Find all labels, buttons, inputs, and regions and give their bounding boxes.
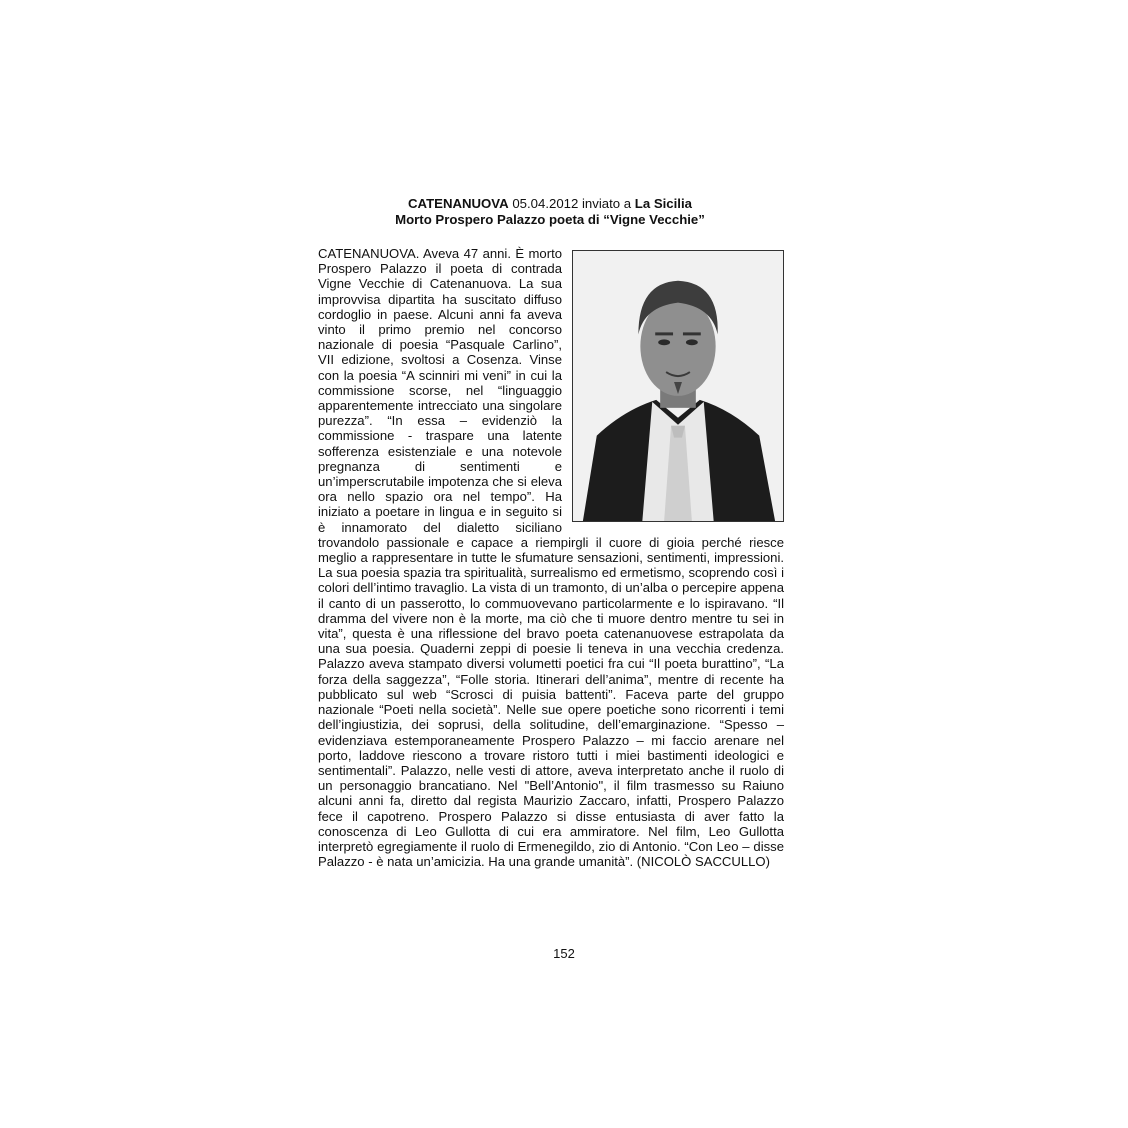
- portrait-photo: [572, 250, 784, 522]
- header-newspaper: La Sicilia: [634, 196, 692, 211]
- article-body: [318, 246, 784, 869]
- article-text: CATENANUOVA. Aveva 47 anni. È morto Prospero Palazzo il poeta di contrada Vigne Vecchie di Catenanuova. La sua improvvisa dipartita ha suscitato diffuso cordoglio in paese. Alcuni anni fa aveva vinto il primo premio nel concorso nazionale di poesia “Pasquale Carlino”, VII edizione, svoltosi a Cosenza. Vinse con la poesia “A scinniri mi veni” in cui la commissione scorse, nel “linguaggio apparentemente intrecciato una singolare purezza”. “In essa – evidenziò la commissione - traspare una latente sofferenza esistenziale e una notevole pregnanza di sentimenti e un’imperscrutabile impotenza che si eleva ora nello spazio ora nel tempo”. Ha iniziato a poetare in lingua e in seguito si è innamorato del dialetto siciliano trovandolo passionale e capace a riempirgli il cuore di gioia perché riesce meglio a rappresentare in tutte le sfumature sensazioni, sentimenti, impressioni. La sua poesia spazia tra spiritualità, surrealismo ed ermetismo, scoprendo così i colori dell’intimo travaglio. La vista di un tramonto, di un’alba o percepire appena il canto di un passerotto, lo commuovevano particolarmente e lo ispiravano. “Il dramma del vivere non è la morte, ma ciò che ti muore dentro mentre tu sei in vita”, questa è una riflessione del bravo poeta catenanuovese estrapolata da una sua poesia. Quaderni zeppi di poesie li teneva in una vecchia credenza. Palazzo aveva stampato diversi volumetti poetici fra cui “Il poeta burattino”, “La forza della saggezza”, “Folle storia. Itinerari dell’anima”, mentre di recente ha pubblicato sul web “Scrosci di puisia battenti”. Faceva parte del gruppo nazionale “Poeti nella società”. Nelle sue opere poetiche sono ricorrenti i temi dell’ingiustizia, dei soprusi, della solitudine, dell’emarginazione. “Spesso – evidenziava estemporaneamente Prospero Palazzo – mi faccio arenare nel porto, laddove riescono a trovare ristoro tutti i miei bastimenti ideologici e sentimentali”. Palazzo, nelle vesti di attore, aveva interpretato anche il ruolo di un personaggio brancatiano. Nel "Bell’Antonio", il film trasmesso su Raiuno alcuni anni fa, diretto dal regista Maurizio Zaccaro, infatti, Prospero Palazzo fece il capotreno. Prospero Palazzo si disse entusiasta di aver fatto la conoscenza di Leo Gullotta di cui era ammiratore. Nel film, Leo Gullotta interpretò egregiamente il ruolo di Ermenegildo, zio di Antonio. “Con Leo – disse Palazzo - è nata un’amicizia. Ha una grande umanità”. (NICOLÒ SACCULLO): [318, 246, 784, 870]
- header-date-sent: 05.04.2012 inviato a: [508, 196, 635, 211]
- article-header: [300, 196, 800, 228]
- article-title: Morto Prospero Palazzo poeta di “Vigne Vecchie”: [395, 212, 705, 227]
- header-line-1: [300, 196, 800, 212]
- page-number: 152: [553, 946, 575, 961]
- header-location: CATENANUOVA: [408, 196, 509, 211]
- portrait-photo-icon: [573, 251, 783, 521]
